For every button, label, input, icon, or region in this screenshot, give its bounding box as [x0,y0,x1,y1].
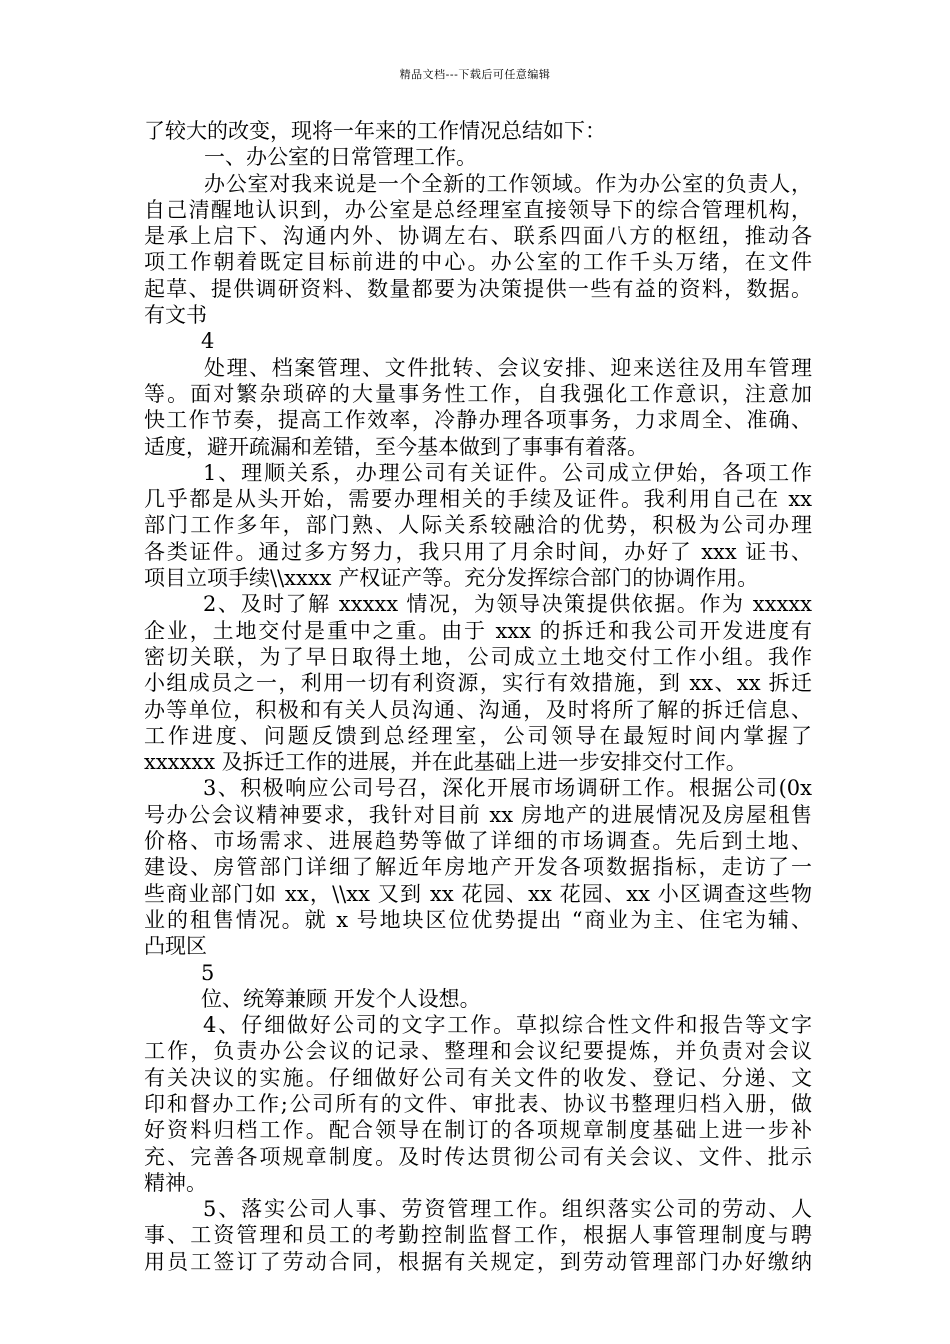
text-line: 了较大的改变，现将一年来的工作情况总结如下： [144,119,606,143]
text-line: 几乎都是从头开始，需要办理相关的手续及证件。我利用自己在 xx [144,487,812,512]
text-line: 有文书 [144,303,207,328]
text-line: 号办公会议精神要求，我针对目前 xx 房地产的进展情况及房屋租售 [144,802,812,827]
text-line: 些商业部门如 xx，\\xx 又到 xx 花园、xx 花园、xx 小区调查这些物 [144,881,812,906]
text-line: 自己清醒地认识到，办公室是总经理室直接领导下的综合管理机构， [144,197,812,222]
text-line: 快工作节奏，提高工作效率，冷静办理各项事务，力求周全、准确、 [144,408,812,433]
text-line: 印和督办工作;公司所有的文件、审批表、协议书整理归档入册，做 [144,1091,812,1116]
text-line: xxxxxx 及拆迁工作的进展，并在此基础上进一步安排交付工作。 [144,750,747,775]
numbered-paragraph: 5、落实公司人事、劳资管理工作。组织落实公司的劳动、人 [203,1197,812,1222]
text-line: 项目立项手续\\xxxx 产权证产等。充分发挥综合部门的协调作用。 [144,566,759,591]
numbered-paragraph: 3、积极响应公司号召，深化开展市场调研工作。根据公司(0x [203,776,812,801]
text-line: 处理、档案管理、文件批转、会议安排、迎来送往及用车管理 [204,355,812,380]
text-line: 项工作朝着既定目标前进的中心。办公室的工作千头万绪，在文件 [144,250,812,275]
text-line: 小组成员之一，利用一切有利资源，实行有效措施，到 xx、xx 拆迁 [144,671,812,696]
text-line: 起草、提供调研资料、数量都要为决策提供一些有益的资料，数据。 [144,276,812,301]
numbered-paragraph: 2、及时了解 xxxxx 情况，为领导决策提供依据。作为 xxxxx [203,592,812,617]
page-header: 精品文档---下载后可任意编辑 [399,68,551,81]
text-line: 用员工签订了劳动合同，根据有关规定，到劳动管理部门办好缴纳 [144,1249,812,1274]
text-line: 密切关联，为了早日取得土地，公司成立土地交付工作小组。我作 [144,644,812,669]
text-line: 位、统筹兼顾 开发个人设想。 [201,986,481,1011]
text-line: 工作，负责办公会议的记录、整理和会议纪要提炼，并负责对会议 [144,1039,812,1064]
text-line: 适度，避开疏漏和差错，至今基本做到了事事有着落。 [144,434,648,459]
text-line: 有关决议的实施。仔细做好公司有关文件的收发、登记、分递、文 [144,1065,812,1090]
text-line: 事、工资管理和员工的考勤控制监督工作，根据人事管理制度与聘 [144,1223,812,1248]
text-line: 部门工作多年，部门熟、人际关系较融洽的优势，积极为公司办理 [144,513,812,538]
text-line: 充、完善各项规章制度。及时传达贯彻公司有关会议、文件、批示 [144,1144,812,1169]
text-line: 工作进度、问题反馈到总经理室，公司领导在最短时间内掌握了 [144,723,812,748]
numbered-paragraph: 4、仔细做好公司的文字工作。草拟综合性文件和报告等文字 [203,1013,812,1038]
text-line: 精神。 [144,1170,207,1195]
page-number: 5 [201,960,215,985]
text-line: 凸现区 [144,934,207,959]
document-body [144,118,812,1275]
text-line: 各类证件。通过多方努力，我只用了月余时间，办好了 xxx 证书、 [144,539,812,564]
text-line: 好资料归档工作。配合领导在制订的各项规章制度基础上进一步补 [144,1118,812,1143]
text-line: 业的租售情况。就 x 号地块区位优势提出 “商业为主、住宅为辅、 [144,907,812,932]
text-line: 办公室对我来说是一个全新的工作领域。作为办公室的负责人， [204,171,812,196]
text-line: 企业，土地交付是重中之重。由于 xxx 的拆迁和我公司开发进度有 [144,618,812,643]
text-line: 价格、市场需求、进展趋势等做了详细的市场调查。先后到土地、 [144,829,812,854]
text-line: 建设、房管部门详细了解近年房地产开发各项数据指标，走访了一 [144,855,812,880]
text-line: 是承上启下、沟通内外、协调左右、联系四面八方的枢纽，推动各 [144,224,812,249]
page-number: 4 [201,329,215,354]
section-heading: 一、办公室的日常管理工作。 [204,145,477,170]
text-line: 等。面对繁杂琐碎的大量事务性工作，自我强化工作意识，注意加 [144,381,812,406]
numbered-paragraph: 1、理顺关系，办理公司有关证件。公司成立伊始，各项工作 [203,460,812,485]
text-line: 办等单位，积极和有关人员沟通、沟通，及时将所了解的拆迁信息、 [144,697,812,722]
